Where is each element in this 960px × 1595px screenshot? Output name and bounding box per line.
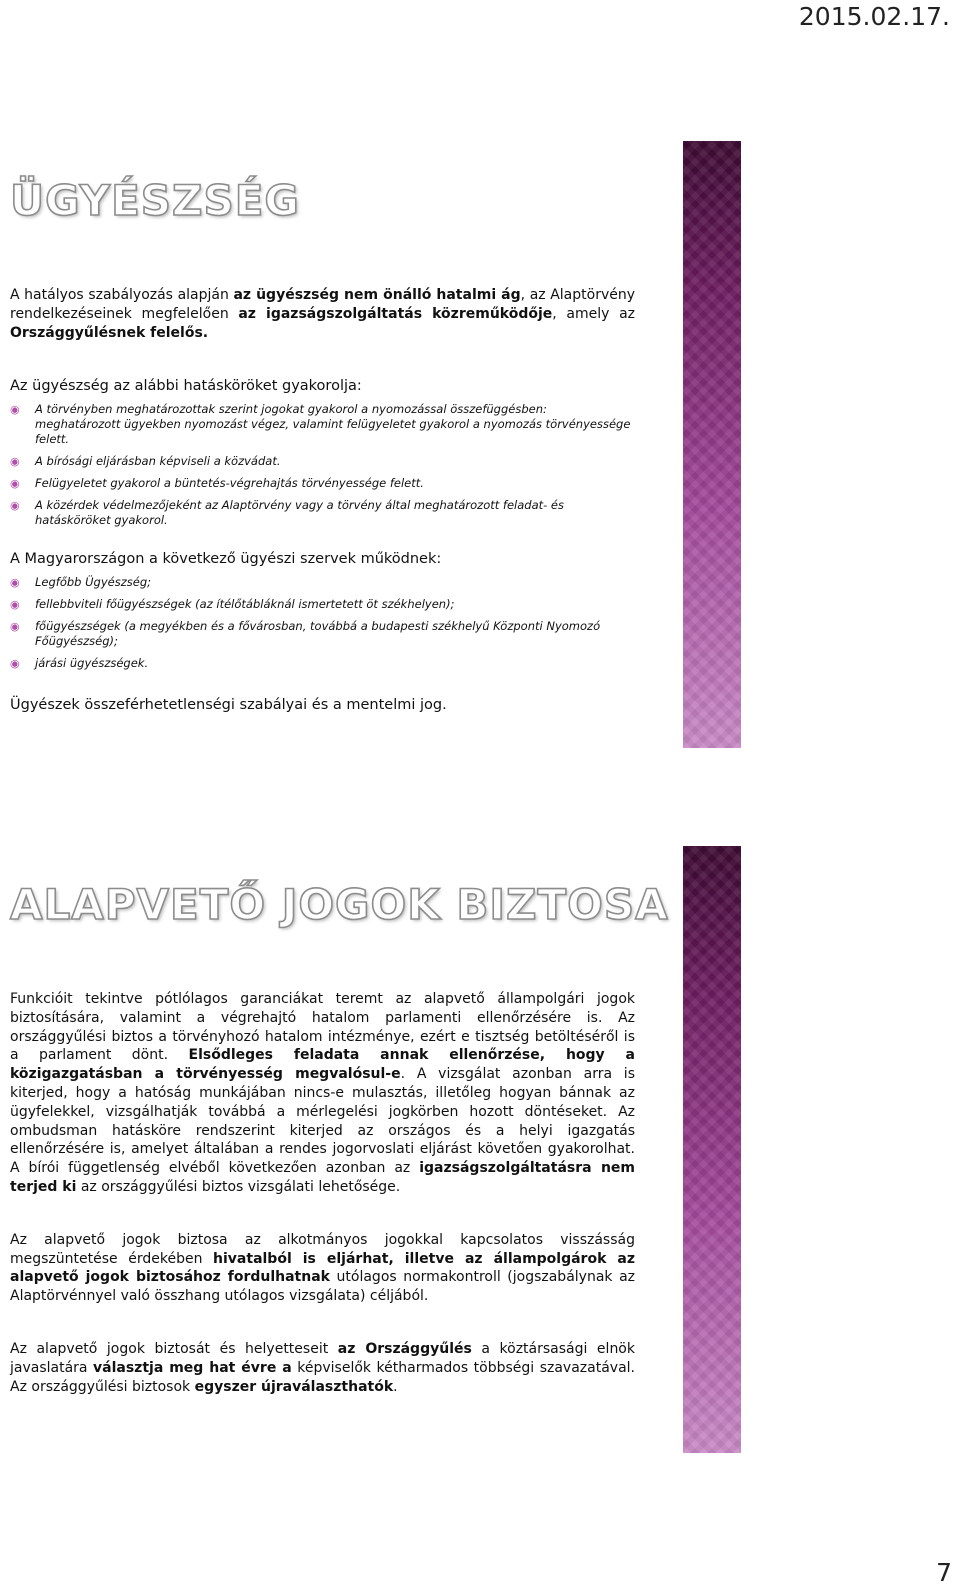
slide2-paragraph-1 [10,990,635,1197]
slide1-content [10,286,635,713]
bullet-icon: ◉ [10,477,20,490]
para-seg: . A vizsgálat azonban arra is kiterjed, hogy a hatóság munkájában nincs-e mulasztás, illetőleg hogyan bánnak az ügyfelekkel, vizsgálhatják továbbá a mérlegelési jogkörben hozott döntéseket. Az ombudsman hatásköre rendszerint kiterjed az országos és a helyi igazgatás ellenőrzésére is, amelyet általában a rendes jogorvoslati eljárást követően gyakorolhat. A bírói függetlenség elvéből következően azonban az [10,1066,635,1177]
para-seg: az Országgyűlés [337,1340,472,1357]
bullet-icon: ◉ [10,455,20,468]
bullet-icon: ◉ [10,657,20,670]
list-item-text: A törvényben meghatározottak szerint jogokat gyakorol a nyomozással összefüggésben: meghatározott ügyekben nyomozást végez, valamint felügyeletet gyakorol a nyomozás törvényessége felett. [35,402,631,446]
list-item-text: járási ügyészségek. [35,656,149,670]
slide2-title: ALAPVETŐ JOGOK BIZTOSA [10,880,669,929]
para-seg: igazságszolgáltatásra nem terjed ki [10,1160,635,1195]
para-seg: hivatalból is eljárhat, illetve az állampolgárok az alapvető jogok biztosához fordulhatnak [10,1250,635,1286]
powers-list [10,402,635,528]
date-label: 2015.02.17. [798,2,950,31]
intro-seg: , amely az [552,306,635,322]
slide1-closing: Ügyészek összeférhetetlenségi szabályai és a mentelmi jog. [10,697,447,713]
bullet-icon: ◉ [10,499,20,512]
list-item [10,402,635,447]
list-item-text: A közérdek védelmezőjeként az Alaptörvény vagy a törvény által meghatározott feladat- és hatásköröket gyakorol. [35,498,564,527]
organs-list [10,575,635,671]
bullet-icon: ◉ [10,598,20,611]
para-seg: Funkcióit tekintve pótlólagos garanciákat teremt az alapvető állampolgári jogok biztosítására, valamint a végrehajtó hatalom parlamenti ellenőrzésére is. Az országgyűlési biztos a törvényhozó hatalom intézménye, ezért e tisztség betöltéséről is a parlament dönt. [10,991,635,1064]
list-item [10,656,635,671]
list-item [10,498,635,528]
intro-seg: , az Alaptörvény rendelkezéseinek megfelelően [10,287,636,322]
page-number: 7 [936,1558,952,1587]
para-seg: Az alapvető jogok biztosát és helyetteseit [10,1340,338,1357]
list-item [10,476,635,491]
bullet-icon: ◉ [10,403,20,416]
slide2-content [10,990,635,1430]
intro-seg: A hatályos szabályozás alapján [10,287,234,303]
para-seg: . [393,1378,398,1395]
decorative-bar-top [683,141,741,748]
para-seg: a köztársasági elnök javaslatára [10,1340,635,1376]
slide1-title: ÜGYÉSZSÉG [10,176,300,225]
list-item-text: A bírósági eljárásban képviseli a közvádat. [35,454,281,468]
list-item [10,454,635,469]
intro-seg: az ügyészség nem önálló hatalmi ág [233,287,521,303]
list-item [10,619,635,649]
list-item-text: fellebbviteli főügyészségek (az ítélőtábláknál ismertetett öt székhelyen); [35,597,455,611]
list-item [10,575,635,590]
list-item-text: főügyészségek (a megyékben és a fővárosban, továbbá a budapesti székhelyű Központi Nyomozó Főügyészség); [35,619,601,648]
para-seg: az országgyűlési biztos vizsgálati lehetősége. [76,1178,401,1195]
para-seg: utólagos normakontroll (jogszabálynak az Alaptörvénnyel való összhang utólagos vizsgálata) céljából. [10,1269,635,1305]
list-item-text: Legfőbb Ügyészség; [35,575,151,589]
list-item-text: Felügyeletet gyakorol a büntetés-végrehajtás törvényessége felett. [35,476,424,490]
bullet-icon: ◉ [10,620,20,633]
bullet-icon: ◉ [10,576,20,589]
slide1-intro [10,286,635,343]
para-seg: választja meg hat évre a [93,1359,292,1376]
slide2-paragraph-3 [10,1340,635,1396]
powers-lead: Az ügyészség az alábbi hatásköröket gyakorolja: [10,378,362,394]
para-seg: Az alapvető jogok biztosa az alkotmányos jogokkal kapcsolatos visszásság megszüntetése érdekében [10,1231,635,1267]
para-seg: egyszer újraválaszthatók [194,1378,394,1395]
decorative-bar-bottom [683,846,741,1453]
para-seg: képviselők kétharmados többségi szavazatával. Az országgyűlési biztosok [10,1359,635,1395]
intro-seg: az igazságszolgáltatás közreműködője [238,306,553,322]
para-seg: Elsődleges feladata annak ellenőrzése, hogy a közigazgatásban a törvényesség megvalósul-e [10,1047,635,1083]
slide2-paragraph-2 [10,1231,635,1306]
intro-seg: Országgyűlésnek felelős. [10,325,209,341]
list-item [10,597,635,612]
organs-lead: A Magyarországon a következő ügyészi szervek működnek: [10,551,442,567]
